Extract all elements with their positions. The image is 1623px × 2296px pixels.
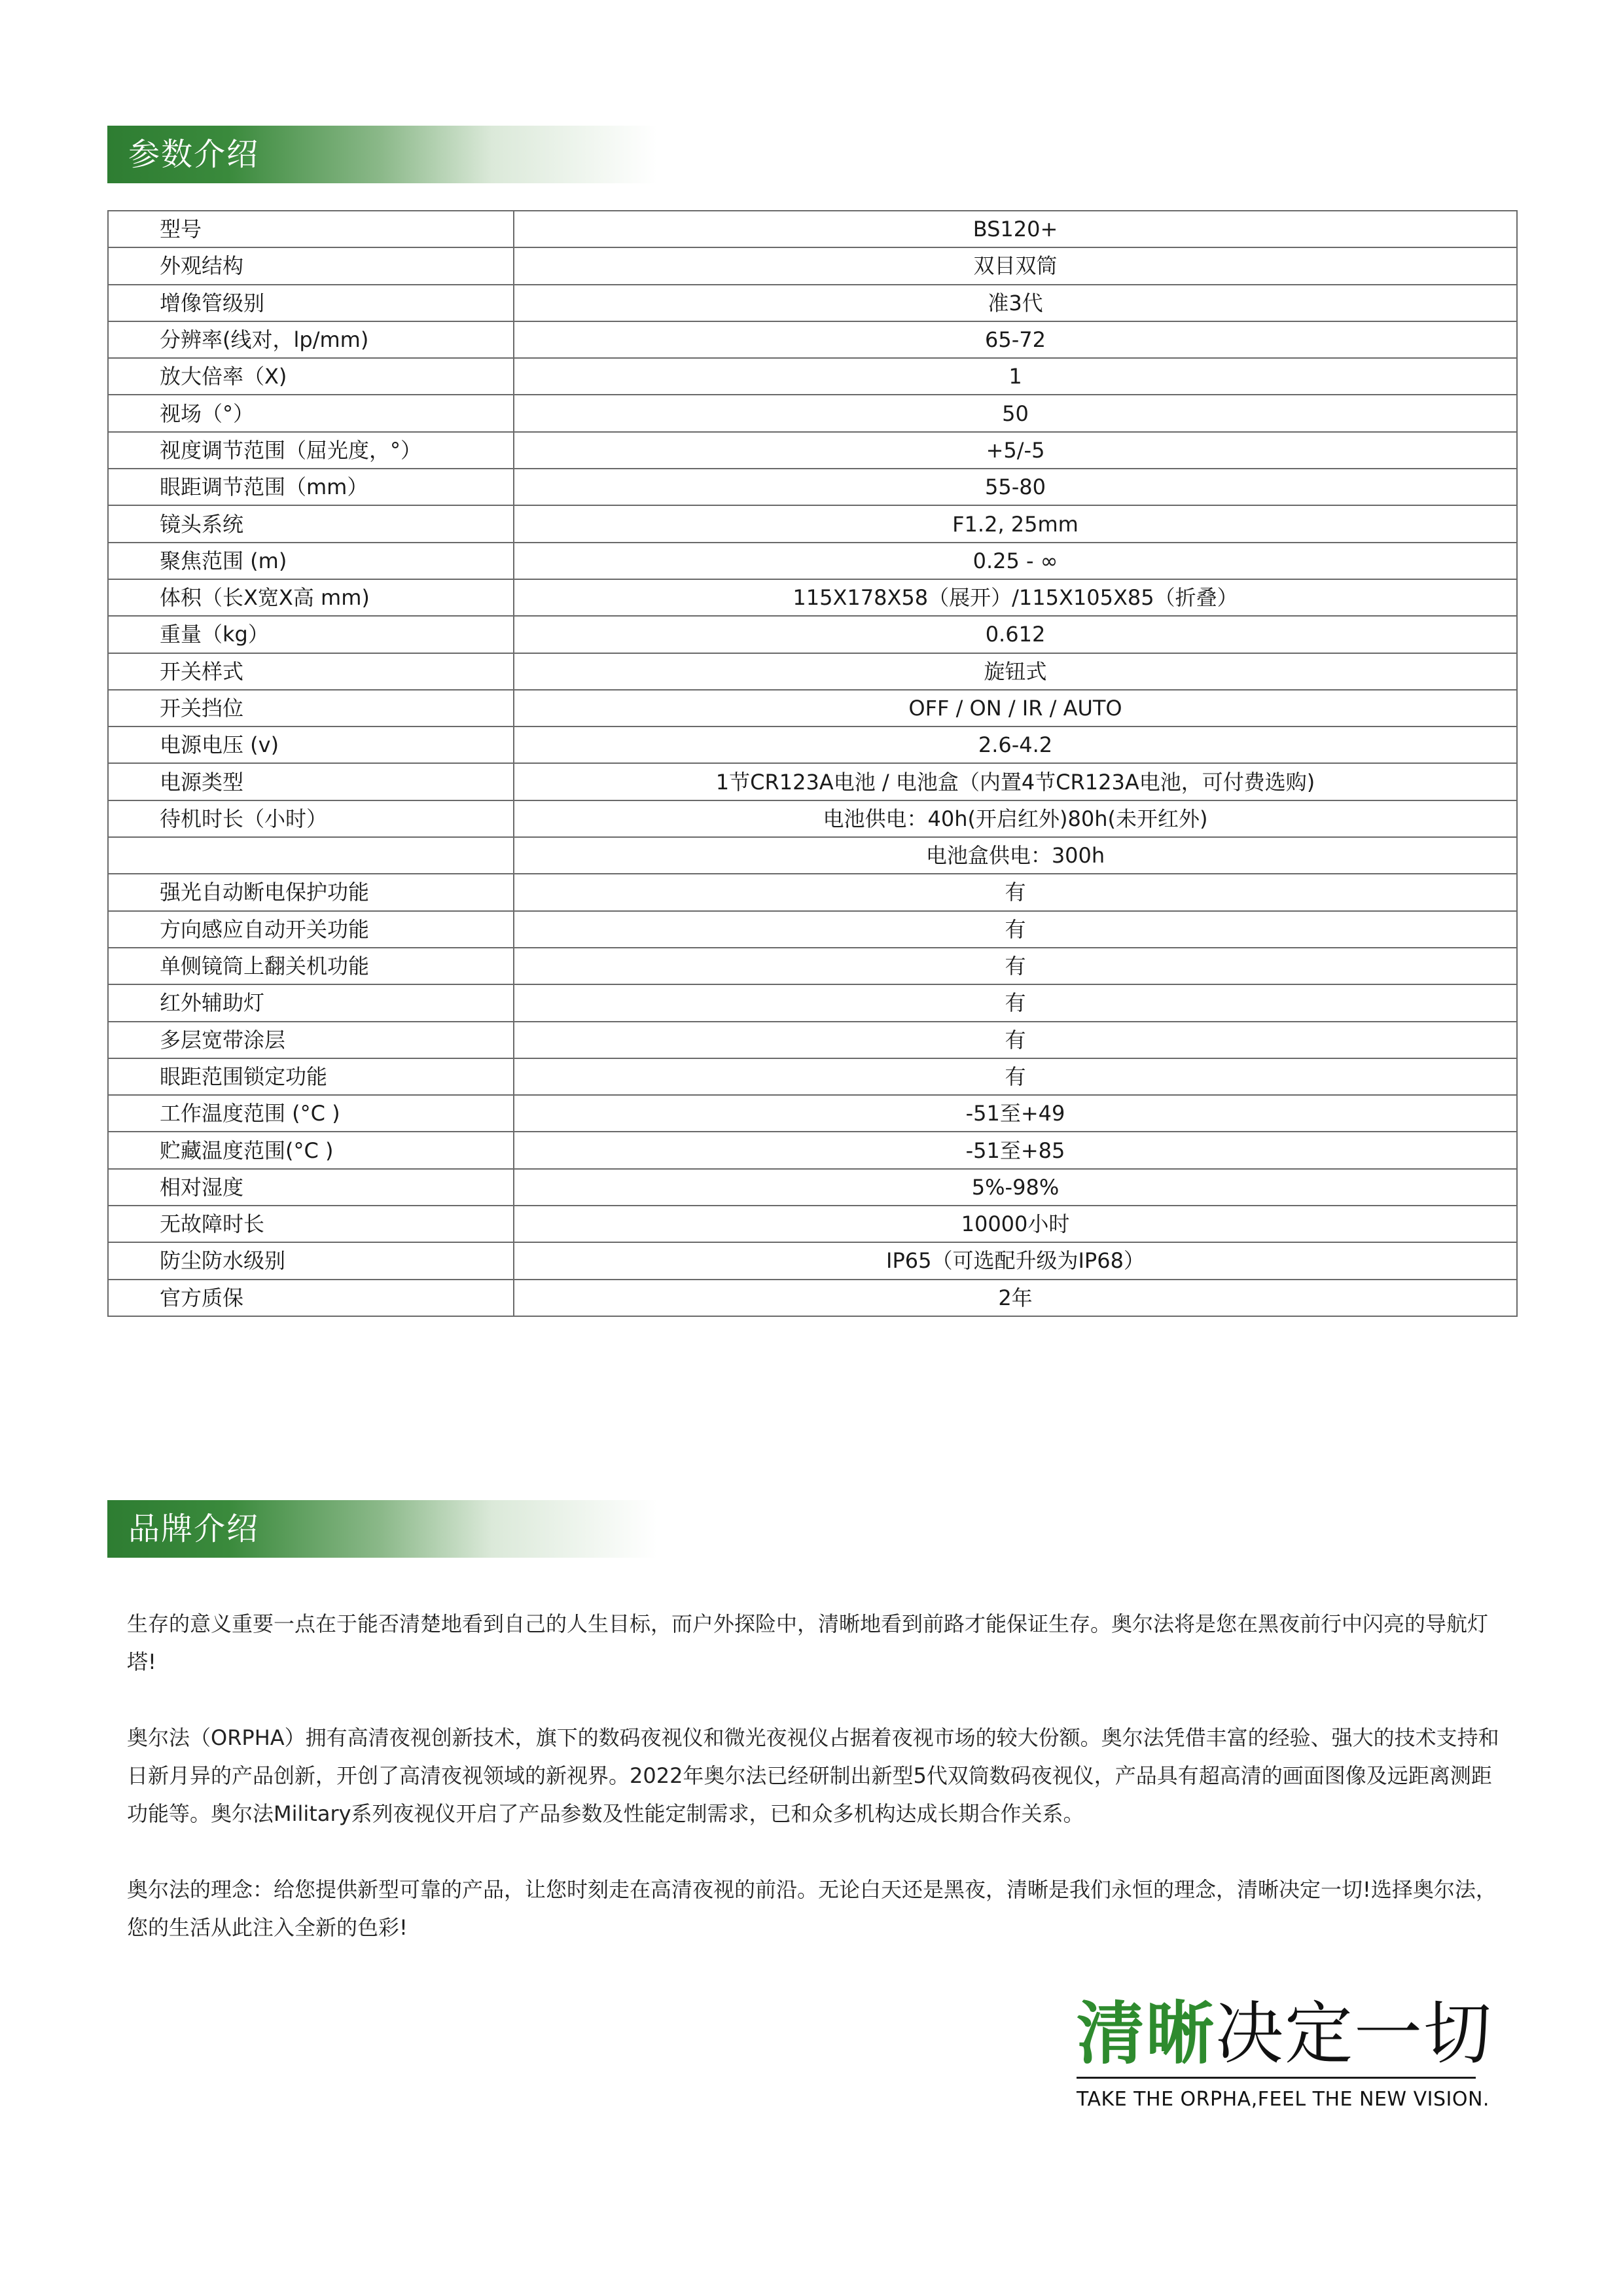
section-title-brand: 品牌介绍 [128,1511,260,1547]
spec-label: 相对湿度 [108,1169,514,1206]
spec-value: 2年 [514,1280,1517,1316]
spec-value: 电池盒供电：300h [514,837,1517,874]
spec-label: 无故障时长 [108,1206,514,1242]
table-row [108,1280,1517,1316]
brand-paragraph-1: 生存的意义重要一点在于能否清楚地看到自己的人生目标，而户外探险中，清晰地看到前路才能保证生存。奥尔法将是您在黑夜前行中闪亮的导航灯塔! [127,1611,1489,1674]
spec-label: 电源电压 (v) [108,726,514,763]
spec-value: BS120+ [514,211,1517,247]
table-row [108,874,1517,910]
spec-value: 0.612 [514,616,1517,653]
table-row [108,690,1517,726]
spec-value: 有 [514,874,1517,910]
slogan-green-text: 清晰 [1077,1994,1216,2073]
table-row [108,653,1517,690]
table-row [108,469,1517,505]
table-row [108,1206,1517,1242]
table-row [108,948,1517,984]
table-row [108,984,1517,1021]
spec-value: 2.6-4.2 [514,726,1517,763]
spec-label: 视场（°） [108,395,514,431]
spec-table [107,210,1518,1317]
spec-value: 电池供电：40h(开启红外)80h(未开红外) [514,800,1517,837]
spec-label: 电源类型 [108,763,514,800]
spec-label: 开关样式 [108,653,514,690]
spec-value: 5%-98% [514,1169,1517,1206]
table-row [108,1058,1517,1095]
spec-value: 有 [514,1022,1517,1058]
spec-label: 方向感应自动开关功能 [108,911,514,948]
table-row [108,211,1517,247]
spec-label: 单侧镜筒上翻关机功能 [108,948,514,984]
spec-label: 开关挡位 [108,690,514,726]
table-row [108,543,1517,579]
spec-value: +5/-5 [514,432,1517,469]
spec-label: 强光自动断电保护功能 [108,874,514,910]
spec-label: 红外辅助灯 [108,984,514,1021]
spec-value: -51至+49 [514,1095,1517,1132]
table-row [108,911,1517,948]
spec-label: 镜头系统 [108,505,514,542]
table-row [108,579,1517,616]
spec-label: 视度调节范围（屈光度，°） [108,432,514,469]
section-header-brand [107,1500,657,1558]
table-row [108,432,1517,469]
table-row [108,285,1517,321]
table-row [108,837,1517,874]
spec-label [108,837,514,874]
table-row [108,763,1517,800]
section-title-params: 参数介绍 [128,136,260,173]
spec-label: 防尘防水级别 [108,1242,514,1279]
slogan-block [1077,1993,1493,2111]
spec-value: IP65（可选配升级为IP68） [514,1242,1517,1279]
brand-paragraph-2: 奥尔法（ORPHA）拥有高清夜视创新技术，旗下的数码夜视仪和微光夜视仪占据着夜视市场的较大份额。奥尔法凭借丰富的经验、强大的技术支持和日新月异的产品创新，开创了高清夜视领域的新视界。2022年奥尔法已经研制出新型5代双筒数码夜视仪，产品具有超高清的画面图像及远距离测距功能等。奥尔法Military系列夜视仪开启了产品参数及性能定制需求，已和众多机构达成长期合作关系。 [127,1725,1499,1826]
spec-value: OFF / ON / IR / AUTO [514,690,1517,726]
table-row [108,505,1517,542]
spec-label: 眼距范围锁定功能 [108,1058,514,1095]
spec-label: 增像管级别 [108,285,514,321]
spec-value: 0.25 - ∞ [514,543,1517,579]
slogan-main [1077,1993,1493,2079]
spec-value: 有 [514,948,1517,984]
table-row [108,1132,1517,1168]
section-header-params [107,126,657,183]
slogan-subtitle: TAKE THE ORPHA,FEEL THE NEW VISION. [1077,2088,1489,2111]
spec-label: 待机时长（小时） [108,800,514,837]
slogan-black-text: 决定一切 [1215,1994,1493,2073]
spec-value: 1节CR123A电池 / 电池盒（内置4节CR123A电池，可付费选购) [514,763,1517,800]
spec-value: 50 [514,395,1517,431]
table-row [108,800,1517,837]
spec-label: 重量（kg） [108,616,514,653]
spec-label: 体积（长X宽X高 mm) [108,579,514,616]
spec-label: 外观结构 [108,247,514,284]
spec-value: 65-72 [514,321,1517,358]
table-row [108,395,1517,431]
spec-label: 分辨率(线对，lp/mm) [108,321,514,358]
table-row [108,1169,1517,1206]
spec-label: 聚焦范围 (m) [108,543,514,579]
spec-label: 官方质保 [108,1280,514,1316]
spec-value: 55-80 [514,469,1517,505]
spec-value: 有 [514,984,1517,1021]
spec-value: 有 [514,1058,1517,1095]
spec-label: 放大倍率（X) [108,358,514,395]
spec-label: 眼距调节范围（mm） [108,469,514,505]
spec-value: 115X178X58（展开）/115X105X85（折叠） [514,579,1517,616]
spec-value: -51至+85 [514,1132,1517,1168]
table-row [108,1095,1517,1132]
table-row [108,1242,1517,1279]
spec-value: 旋钮式 [514,653,1517,690]
table-row [108,247,1517,284]
table-row [108,726,1517,763]
spec-value: 准3代 [514,285,1517,321]
spec-label: 工作温度范围 (°C ) [108,1095,514,1132]
spec-value: 1 [514,358,1517,395]
spec-value: 有 [514,911,1517,948]
spec-label: 型号 [108,211,514,247]
table-row [108,616,1517,653]
table-row [108,1022,1517,1058]
table-row [108,358,1517,395]
spec-value: F1.2, 25mm [514,505,1517,542]
brand-paragraph-3: 奥尔法的理念：给您提供新型可靠的产品，让您时刻走在高清夜视的前沿。无论白天还是黑夜，清晰是我们永恒的理念，清晰决定一切!选择奥尔法，您的生活从此注入全新的色彩! [127,1877,1497,1940]
spec-value: 10000小时 [514,1206,1517,1242]
spec-label: 多层宽带涂层 [108,1022,514,1058]
spec-value: 双目双筒 [514,247,1517,284]
table-row [108,321,1517,358]
spec-label: 贮藏温度范围(°C ) [108,1132,514,1168]
brand-description [127,1605,1508,1984]
